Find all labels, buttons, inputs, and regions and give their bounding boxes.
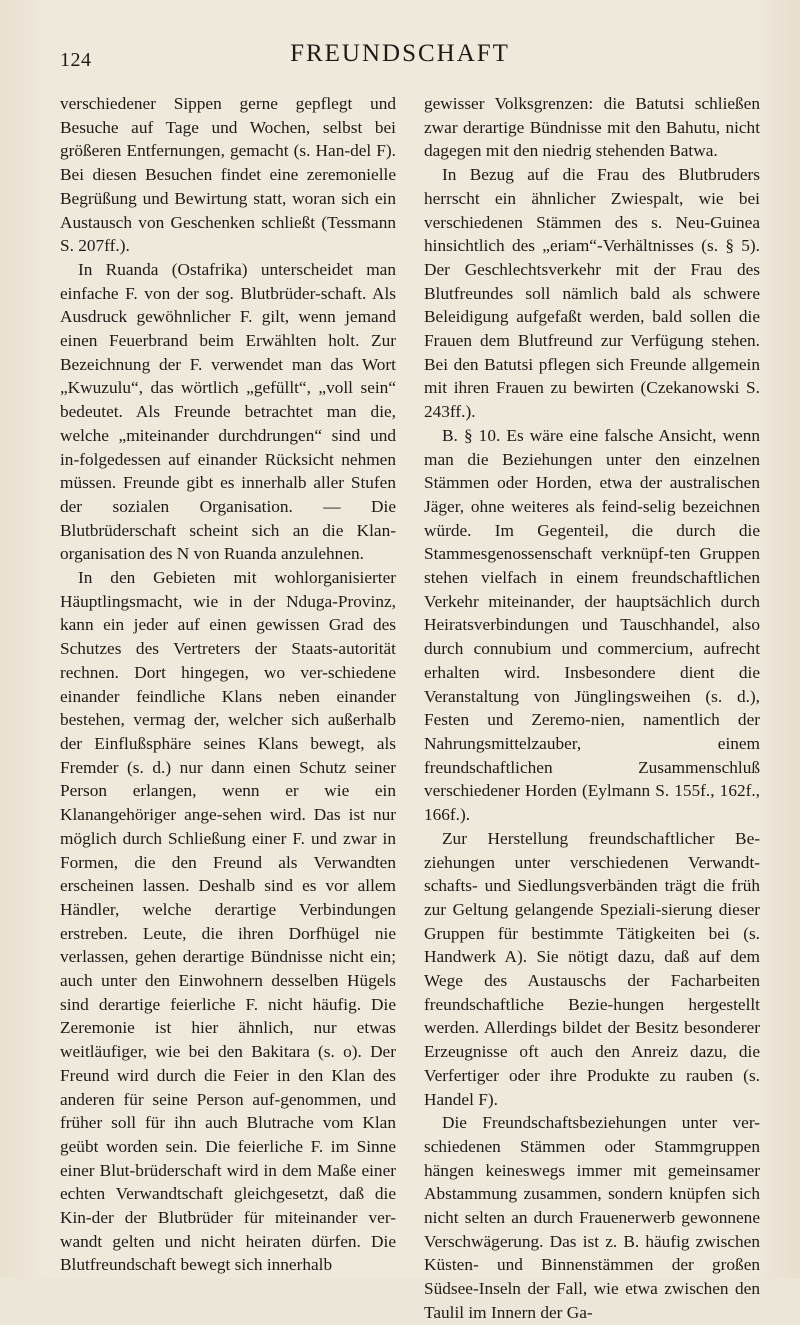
paragraph: In den Gebieten mit wohlorganisierter Häuptlingsmacht, wie in der Nduga-Provinz, kann ein jeder auf einen gewissen Grad des Schutzes des Vertreters der Staats-autorität rechnen. Dort hingegen, wo ver-schiedene einander feindliche Klans neben einander bestehen, vermag der, welcher sich außerhalb der Einflußsphäre seines Klans bewegt, als Fremder (s. d.) nur dann einen Schutz seiner Person erlangen, wenn er wie ein Klanangehöriger ange-sehen wird. Das ist nur möglich durch Schließung einer F. und zwar in Formen, die den Freund als Verwandten erscheinen lassen. Deshalb sind es vor allem Händler, welche derartige Verbindungen erstreben. Leute, die ihren Dorfhügel nie verlassen, gehen derartige Bündnisse nicht ein; auch unter den Einwohnern desselben Hügels sind derartige feierliche F. nicht häufig. Die Zeremonie ist hier ähnlich, nur etwas weitläufiger, wie bei den Bakitara (s. o). Der Freund wird durch die Feier in den Klan des anderen für seine Person auf-genommen, und früher soll für ihn auch Blutrache vom Klan geübt worden sein. Die feierliche F. im Sinne einer Blut-brüderschaft wird in dem Maße einer echten Verwandtschaft gleichgesetzt, daß die Kin-der der Blutbrüder für miteinander ver-wandt gelten und nicht heiraten dürfen. Die Blutfreundschaft bewegt sich innerhalb [60, 568, 396, 1275]
left-column [60, 92, 396, 1277]
paragraph: Zur Herstellung freundschaftlicher Be-ziehungen unter verschiedenen Verwandt-schafts- und Siedlungsverbänden trägt die früh zur Geltung gelangende Speziali-sierung dieser Gruppen für bestimmte Tätigkeiten bei (s. Handwerk A). Sie nötigt dazu, daß auf dem Wege des Austauschs der Facharbeiten freundschaftliche Bezie-hungen hergestellt werden. Allerdings bildet der Besitz besonderer Erzeugnisse oft auch den Anreiz dazu, die Verfertiger oder ihre Produkte zu rauben (s. Handel F). [424, 828, 760, 1109]
running-title: FREUNDSCHAFT [290, 40, 510, 67]
paragraph: In Ruanda (Ostafrika) unterscheidet man einfache F. von der sog. Blutbrüder-schaft. Als Ausdruck gewöhnlicher F. gilt, wenn jemand einen Feuerbrand beim Erwählten holt. Zur Bezeichnung der F. verwendet man das Wort „Kwuzulu“, das wörtlich „gefüllt“, „voll sein“ bedeutet. Als Freunde betrachtet man die, welche „miteinander durchdrungen“ sind und in-folgedessen auf einander Rücksicht nehmen müssen. Freunde gibt es innerhalb aller Stufen der sozialen Organisation. — Die Blutbrüderschaft scheint sich an die Klan-organisation des N von Ruanda anzulehnen. [60, 259, 396, 564]
page-number: 124 [60, 49, 92, 71]
right-column [424, 92, 760, 1325]
paragraph: gewisser Volksgrenzen: die Batutsi schließen zwar derartige Bündnisse mit den Bahutu, nicht dagegen mit den niedrig stehenden Batwa. [424, 94, 760, 161]
paragraph: B. § 10. Es wäre eine falsche Ansicht, wenn man die Beziehungen unter den einzelnen Stämmen oder Horden, etwa der australischen Jäger, ohne weiteres als feind-selig bezeichnen würde. Im Gegenteil, die durch die Stammesgenossenschaft verknüpf-ten Gruppen stehen vielfach in einem freundschaftlichen Verkehr miteinander, der hauptsächlich durch Heiratsverbindungen und Tauschhandel, also durch connubium und commercium, aufrecht erhalten wird. Insbesondere dient die Veranstaltung von Jünglingsweihen (s. d.), Festen und Zeremo-nien, namentlich der Nahrungsmittelzauber, einem freundschaftlichen Zusammenschluß verschiedener Horden (Eylmann S. 155f., 162f., 166f.). [424, 425, 760, 825]
paragraph: In Bezug auf die Frau des Blutbruders herrscht ein ähnlicher Zwiespalt, wie bei verschiedenen Stämmen des s. Neu-Guinea hinsichtlich des „eriam“-Verhältnisses (s. § 5). Der Geschlechtsverkehr mit der Frau des Blutfreundes soll nämlich bald als schwere Beleidigung aufgefaßt werden, bald sollen die Frauen dem Blutfreund zur Verfügung stehen. Bei den Batutsi pflegen sich Freunde allgemein mit ihren Frauen zu bewirten (Czekanowski S. 243ff.). [424, 165, 760, 422]
paragraph: verschiedener Sippen gerne gepflegt und Besuche auf Tage und Wochen, selbst bei größeren Entfernungen, gemacht (s. Han-del F). Bei diesen Besuchen findet eine zeremonielle Begrüßung und Bewirtung statt, woran sich ein Austausch von Geschenken schließt (Tessmann S. 207ff.). [60, 94, 396, 256]
paragraph: Die Freundschaftsbeziehungen unter ver-schiedenen Stämmen oder Stammgruppen hängen keineswegs immer mit gemeinsamer Abstammung zusammen, sondern knüpfen sich nicht selten an durch Frauenerwerb gewonnene Verschwägerung. Das ist z. B. häufig zwischen Küsten- und Binnenstämmen der großen Südsee-Inseln der Fall, wie etwa zwischen den Taulil im Innern der Ga- [424, 1113, 760, 1322]
